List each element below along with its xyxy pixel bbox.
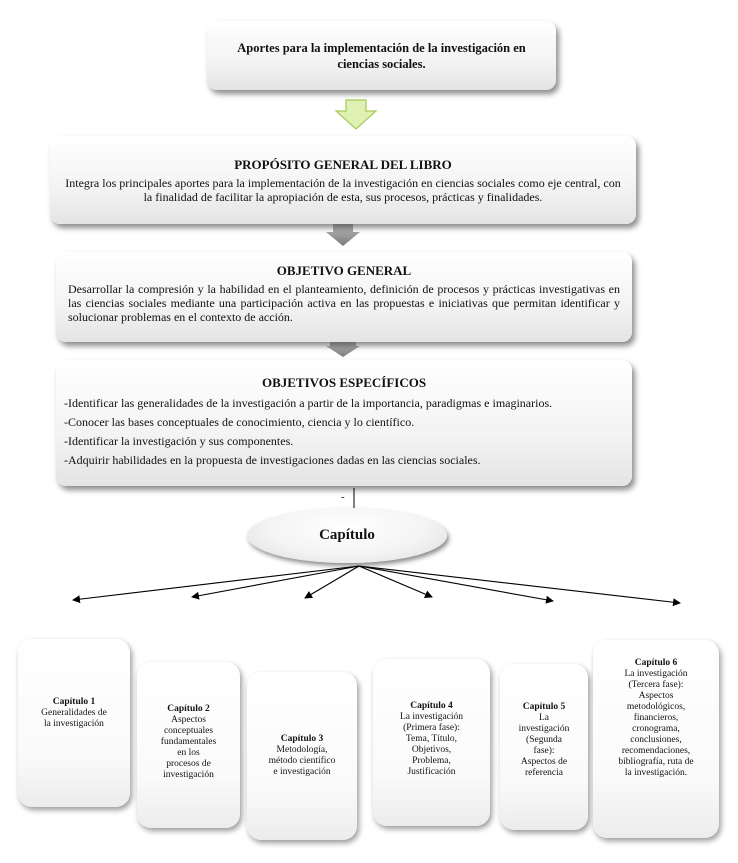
chapter-5-box bbox=[500, 664, 588, 830]
objetivos-especificos-box bbox=[56, 360, 632, 486]
main-title: Aportes para la implementación de la investigación en ciencias sociales. bbox=[237, 40, 526, 71]
objetivos-especificos-heading: OBJETIVOS ESPECÍFICOS bbox=[261, 375, 427, 390]
grey-arrow-1 bbox=[326, 224, 360, 246]
chapter-2-box bbox=[137, 662, 240, 828]
dash-mark: - bbox=[341, 491, 345, 503]
chapter-4-box bbox=[373, 659, 490, 826]
objetivo-item: -Identificar la investigación y sus componentes. bbox=[64, 434, 294, 448]
grey-arrow-2 bbox=[326, 342, 360, 357]
objetivo-general-box bbox=[56, 252, 632, 342]
chapter-3-title: Capítulo 3 bbox=[280, 734, 324, 744]
fan-arrows bbox=[73, 566, 680, 603]
chapter-6-box bbox=[593, 640, 719, 838]
chapter-6-body: La investigación (Tercera fase): Aspectos metodológicos, financieros, cronograma, conclusiones, recomendaciones, bibliografía, ruta de la investigación. bbox=[618, 669, 694, 778]
objetivo-general-text: Desarrollar la compresión y la habilidad en el planteamiento, definición de procesos y prácticas investigativas en las ciencias sociales mediante una participación activa en las propuestas e iniciativas que permitan identificar y solucionar problemas en el contexto de acción. bbox=[68, 282, 620, 324]
chapter-6-title: Capítulo 6 bbox=[634, 658, 678, 668]
chapter-1-body: Generalidades de la investigación bbox=[41, 707, 107, 729]
chapter-1-title: Capítulo 1 bbox=[52, 696, 96, 707]
chapter-1-box bbox=[18, 639, 130, 807]
chapter-5-title: Capítulo 5 bbox=[522, 701, 566, 712]
green-down-arrow bbox=[336, 100, 376, 129]
chapter-2-title: Capítulo 2 bbox=[167, 703, 210, 714]
chapter-2-body: Aspectos conceptuales fundamentales en los procesos de investigación bbox=[160, 714, 217, 780]
chapter-5-body: La investigación (Segunda fase): Aspectos de referencia bbox=[518, 712, 570, 778]
main-title-box bbox=[207, 21, 556, 90]
proposito-heading: PROPÓSITO GENERAL DEL LIBRO bbox=[234, 157, 452, 172]
chapter-3-body: Metodología, método científico e investigación bbox=[268, 745, 336, 777]
chapter-4-title: Capítulo 4 bbox=[410, 701, 453, 711]
chapter-3-box bbox=[247, 672, 357, 840]
proposito-box bbox=[50, 136, 636, 224]
chapter-4-body: La investigación (Primera fase): Tema, Título, Objetivos, Problema, Justificación bbox=[399, 712, 464, 777]
objetivo-item: -Identificar las generalidades de la investigación a partir de la importancia, paradigmas e imaginarios. bbox=[64, 396, 553, 410]
capitulo-ellipse bbox=[247, 508, 447, 563]
proposito-text: Integra los principales aportes para la implementación de la investigación en ciencias sociales como eje central, con la finalidad de facilitar la apropiación de esta, sus procesos, prácticas y finalidades. bbox=[65, 176, 621, 204]
capitulo-label: Capítulo bbox=[319, 527, 375, 543]
objetivo-item: -Conocer las bases conceptuales de conocimiento, ciencia y lo científico. bbox=[64, 415, 415, 429]
objetivo-general-heading: OBJETIVO GENERAL bbox=[276, 263, 412, 278]
objetivo-item: -Adquirir habilidades en la propuesta de investigaciones dadas en las ciencias sociales. bbox=[64, 453, 481, 467]
